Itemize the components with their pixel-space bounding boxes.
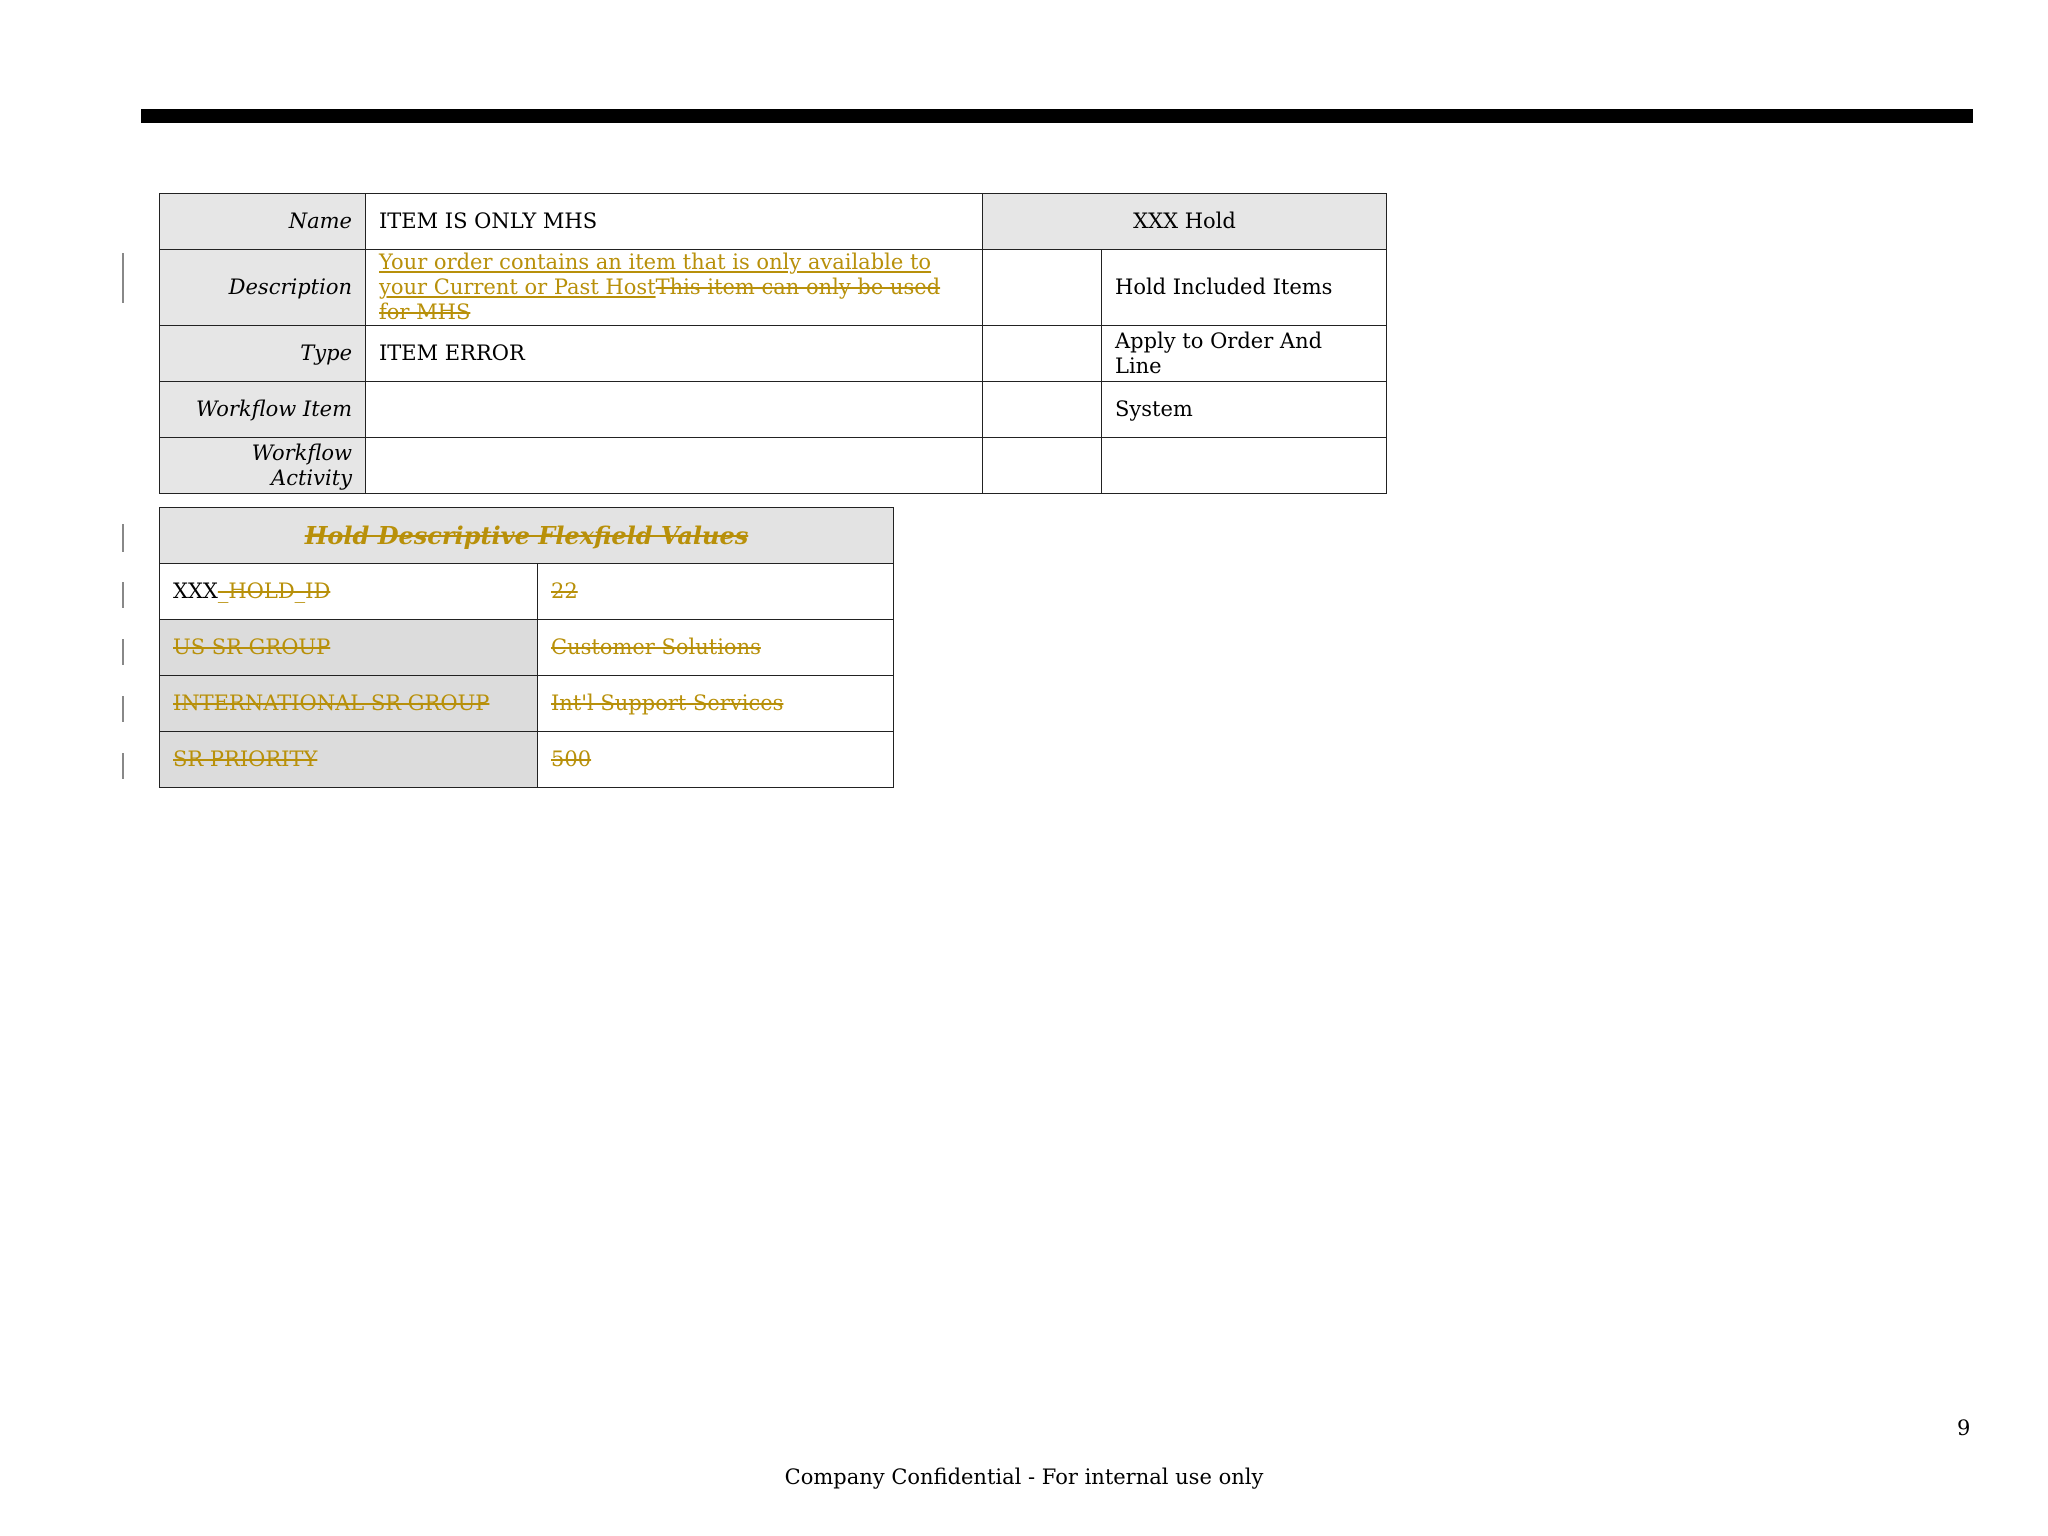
workflow-item-value xyxy=(366,382,983,438)
workflow-item-label: Workflow Item xyxy=(160,382,366,438)
name-value: ITEM IS ONLY MHS xyxy=(366,194,983,250)
type-label: Type xyxy=(160,326,366,382)
key-deleted-text: _HOLD_ID xyxy=(217,579,331,603)
flexfield-key: SR PRIORITY xyxy=(160,732,538,788)
table-row xyxy=(160,382,1387,438)
flexfield-key: INTERNATIONAL SR GROUP xyxy=(160,676,538,732)
apply-to-option: Apply to Order And Line xyxy=(1102,326,1387,382)
key-kept-text: XXX xyxy=(173,579,218,603)
table-row xyxy=(160,620,894,676)
description-value xyxy=(366,250,983,326)
hold-included-items-option: Hold Included Items xyxy=(1102,250,1387,326)
option-flag-cell xyxy=(983,438,1102,494)
flexfield-key: US SR GROUP xyxy=(160,620,538,676)
description-label: Description xyxy=(160,250,366,326)
name-label: Name xyxy=(160,194,366,250)
table-row xyxy=(160,732,894,788)
workflow-activity-value xyxy=(366,438,983,494)
option-flag-cell xyxy=(983,326,1102,382)
change-bar xyxy=(122,524,124,552)
change-bar xyxy=(122,253,124,303)
page-number: 9 xyxy=(1957,1416,1971,1440)
flexfield-table xyxy=(159,507,894,788)
change-bar xyxy=(122,696,124,722)
flexfield-title: Hold Descriptive Flexfield Values xyxy=(160,508,894,564)
footer-confidentiality: Company Confidential - For internal use only xyxy=(784,1465,1264,1489)
change-bar xyxy=(122,639,124,665)
flexfield-value: 22 xyxy=(538,564,894,620)
system-option: System xyxy=(1102,382,1387,438)
flexfield-key xyxy=(160,564,538,620)
workflow-activity-label: Workflow Activity xyxy=(160,438,366,494)
change-bar xyxy=(122,582,124,608)
type-value: ITEM ERROR xyxy=(366,326,983,382)
table-row xyxy=(160,194,1387,250)
table-row xyxy=(160,564,894,620)
table-row xyxy=(160,326,1387,382)
option-flag-cell xyxy=(983,250,1102,326)
table-row xyxy=(160,676,894,732)
inserted-text: Your order contains an item that is only available to your Current or Past Host xyxy=(379,250,932,299)
flexfield-value: 500 xyxy=(538,732,894,788)
flexfield-value: Customer Solutions xyxy=(538,620,894,676)
empty-option xyxy=(1102,438,1387,494)
hold-type-header: XXX Hold xyxy=(983,194,1387,250)
header-rule xyxy=(141,109,1973,123)
option-flag-cell xyxy=(983,382,1102,438)
table-row xyxy=(160,438,1387,494)
hold-definition-table xyxy=(159,193,1387,494)
table-row xyxy=(160,508,894,564)
change-bar xyxy=(122,753,124,779)
flexfield-value: Int'l Support Services xyxy=(538,676,894,732)
table-row xyxy=(160,250,1387,326)
deleted-text: This item can only be used for MHS xyxy=(379,275,941,324)
